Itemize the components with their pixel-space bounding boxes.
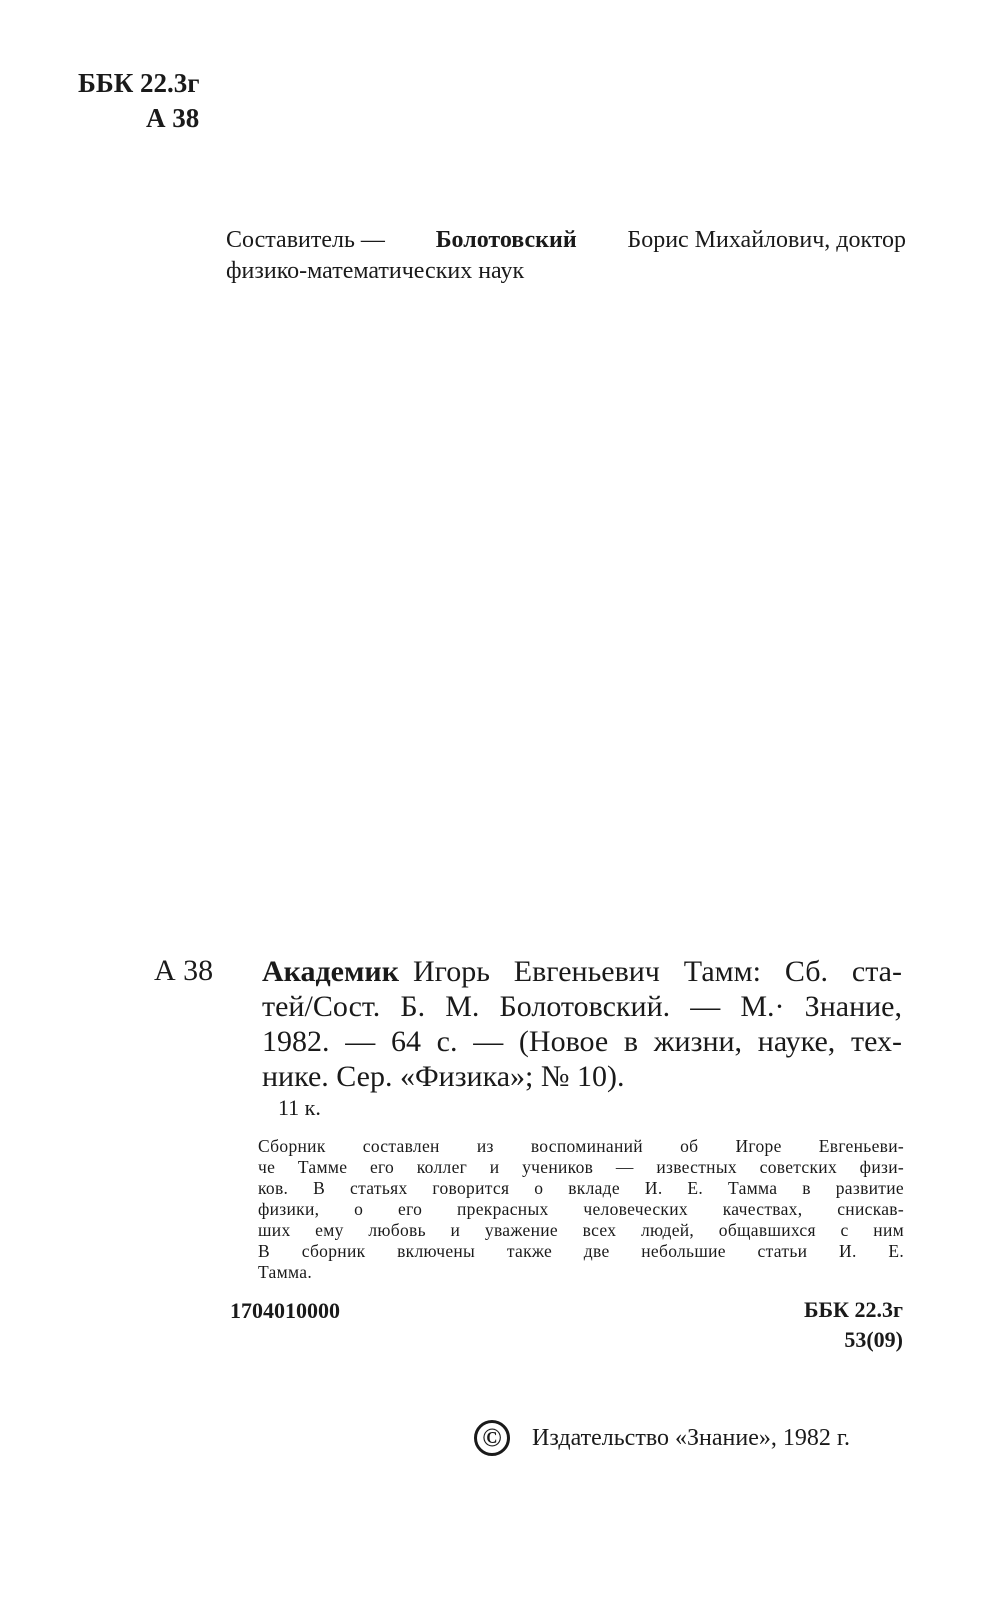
catalog-line-4-text: нике. Сер. «Физика»; № 10). xyxy=(262,1060,625,1093)
udc-code: 53(09) xyxy=(844,1327,903,1352)
compiler-label: Составитель — xyxy=(226,227,385,253)
catalog-line-2 xyxy=(262,989,902,1024)
copyright-line xyxy=(474,1420,850,1456)
bbk-header xyxy=(78,66,200,136)
annotation-text: Сборник составлен из воспоминаний об Игоре Евгеньеви- xyxy=(258,1136,904,1156)
annotation-text: Тамма. xyxy=(258,1262,312,1282)
compiler-surname: Болотовский xyxy=(435,227,577,253)
catalog-line-2-text: тей/Сост. Б. М. Болотовский. — М.· Знание, xyxy=(262,990,902,1023)
annotation-line xyxy=(258,1178,904,1199)
catalog-line-3 xyxy=(262,1024,902,1059)
annotation-text: физики, о его прекрасных человеческих качествах, снискав- xyxy=(258,1199,904,1219)
annotation-text: че Тамме его коллег и учеников — известных советских физи- xyxy=(258,1157,904,1177)
annotation-line xyxy=(258,1262,904,1283)
annotation-line xyxy=(258,1199,904,1220)
annotation-text: ших ему любовь и уважение всех людей, общавшихся с ним xyxy=(258,1220,904,1240)
author-index: А 38 xyxy=(146,103,200,133)
catalog-entry xyxy=(262,954,902,1094)
compiler-line-2: физико-математических наук xyxy=(226,258,525,284)
compiler-info xyxy=(226,225,906,287)
classification-code: 1704010000 xyxy=(230,1298,340,1323)
catalog-line-1-rest: Игорь Евгеньевич Тамм: Сб. ста- xyxy=(413,955,902,988)
copyright-icon: © xyxy=(474,1420,510,1456)
price: 11 к. xyxy=(278,1095,321,1120)
compiler-line-1 xyxy=(226,225,906,256)
annotation-line xyxy=(258,1157,904,1178)
catalog-index: А 38 xyxy=(154,954,214,987)
catalog-line-4 xyxy=(262,1059,902,1094)
bbk-footer xyxy=(804,1295,903,1355)
annotation-line xyxy=(258,1136,904,1157)
annotation xyxy=(258,1136,904,1283)
catalog-line-1 xyxy=(262,954,902,989)
bbk-footer-code: ББК 22.3г xyxy=(803,1297,903,1322)
catalog-title-bold: Академик xyxy=(262,955,399,988)
annotation-text: В сборник включены также две небольшие статьи И. Е. xyxy=(258,1241,904,1261)
compiler-rest: Борис Михайлович, доктор xyxy=(627,227,906,253)
annotation-text: ков. В статьях говорится о вкладе И. Е. Тамма в развитие xyxy=(258,1178,904,1198)
annotation-line xyxy=(258,1220,904,1241)
publisher-text: Издательство «Знание», 1982 г. xyxy=(532,1424,850,1451)
catalog-line-3-text: 1982. — 64 с. — (Новое в жизни, науке, тех- xyxy=(262,1025,902,1058)
annotation-line xyxy=(258,1241,904,1262)
bbk-code: ББК 22.3г xyxy=(78,68,200,98)
